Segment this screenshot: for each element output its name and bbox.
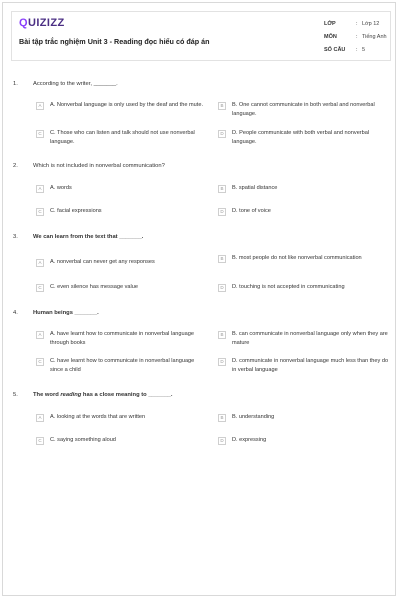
- option-text: B. can communicate in nonverbal language only when they are mature: [232, 331, 388, 346]
- question-number: 1.: [13, 81, 18, 87]
- option-b[interactable]: [218, 330, 393, 347]
- meta-value: Tiếng Anh: [362, 33, 387, 40]
- option-text: A. Nonverbal language is only used by the deaf and the mute.: [50, 102, 203, 108]
- question-text-italic: reading: [60, 392, 82, 398]
- meta-label: SỐ CÂU: [324, 46, 346, 53]
- option-c[interactable]: [36, 357, 211, 374]
- meta-label: MÔN: [324, 33, 337, 40]
- option-text: A. have learnt how to communicate in nonverbal language through books: [50, 331, 194, 346]
- option-a[interactable]: [36, 330, 211, 347]
- option-c[interactable]: [36, 436, 211, 445]
- option-c[interactable]: [36, 283, 211, 292]
- option-letter-box[interactable]: D: [218, 437, 226, 445]
- option-text: D. tone of voice: [232, 208, 271, 214]
- option-letter-box[interactable]: A: [36, 331, 44, 339]
- option-text: C. facial expressions: [50, 208, 102, 214]
- option-text: A. words: [50, 185, 72, 191]
- question-text: [33, 392, 173, 398]
- page-title: Bài tập trắc nghiệm Unit 3 - Reading đọc hiểu có đáp án: [19, 37, 210, 46]
- meta-label: LỚP: [324, 20, 336, 27]
- option-text: C. have learnt how to communicate in nonverbal language since a child: [50, 358, 195, 373]
- option-text: B. understanding: [232, 414, 275, 420]
- option-d[interactable]: [218, 129, 393, 146]
- option-d[interactable]: [218, 357, 393, 374]
- option-letter-box[interactable]: A: [36, 185, 44, 193]
- meta-colon: :: [356, 46, 358, 53]
- worksheet-page: [2, 2, 396, 596]
- option-text: C. saying something aloud: [50, 437, 116, 443]
- option-letter-box[interactable]: D: [218, 284, 226, 292]
- option-b[interactable]: [218, 101, 393, 118]
- question-text-before: The word: [33, 392, 61, 398]
- option-d[interactable]: [218, 283, 393, 292]
- question-text: Which is not included in nonverbal communication?: [33, 163, 165, 169]
- quizizz-logo: QUIZIZZ: [19, 17, 65, 29]
- option-letter-box[interactable]: D: [218, 358, 226, 366]
- option-a[interactable]: [36, 258, 211, 267]
- option-d[interactable]: [218, 207, 393, 216]
- question-number: 4.: [13, 310, 18, 316]
- option-c[interactable]: [36, 129, 211, 146]
- option-text: D. communicate in nonverbal language much less than they do in verbal language: [232, 358, 389, 373]
- question-number: 5.: [13, 392, 18, 398]
- option-a[interactable]: [36, 184, 211, 193]
- option-a[interactable]: [36, 101, 211, 110]
- meta-value: Lớp 12: [362, 20, 380, 27]
- option-text: D. touching is not accepted in communicating: [232, 284, 345, 290]
- option-text: B. spatial distance: [232, 185, 278, 191]
- question-text-after: has a close meaning to _______.: [81, 392, 173, 398]
- option-text: D. People communicate with both verbal and nonverbal language.: [232, 130, 370, 145]
- question-text: Human beings _______.: [33, 310, 99, 316]
- option-text: C. Those who can listen and talk should not use nonverbal language.: [50, 130, 195, 145]
- meta-colon: :: [356, 20, 358, 27]
- option-letter-box[interactable]: C: [36, 208, 44, 216]
- option-letter-box[interactable]: B: [218, 331, 226, 339]
- question-text: We can learn from the text that _______.: [33, 234, 144, 240]
- worksheet-header: [11, 11, 391, 61]
- option-c[interactable]: [36, 207, 211, 216]
- option-text: A. nonverbal can never get any responses: [50, 259, 155, 265]
- option-text: C. even silence has message value: [50, 284, 138, 290]
- option-a[interactable]: [36, 413, 211, 422]
- question-number: 3.: [13, 234, 18, 240]
- option-letter-box[interactable]: A: [36, 414, 44, 422]
- meta-row-count: [324, 43, 388, 56]
- option-b[interactable]: [218, 254, 393, 263]
- option-letter-box[interactable]: C: [36, 130, 44, 138]
- option-text: B. One cannot communicate in both verbal and nonverbal language.: [232, 102, 375, 117]
- option-letter-box[interactable]: D: [218, 208, 226, 216]
- option-letter-box[interactable]: B: [218, 102, 226, 110]
- option-letter-box[interactable]: D: [218, 130, 226, 138]
- option-text: A. looking at the words that are written: [50, 414, 146, 420]
- question-number: 2.: [13, 163, 18, 169]
- option-letter-box[interactable]: A: [36, 102, 44, 110]
- option-letter-box[interactable]: C: [36, 437, 44, 445]
- option-letter-box[interactable]: B: [218, 414, 226, 422]
- option-d[interactable]: [218, 436, 393, 445]
- option-letter-box[interactable]: C: [36, 358, 44, 366]
- option-text: D. expressing: [232, 437, 267, 443]
- option-letter-box[interactable]: C: [36, 284, 44, 292]
- option-letter-box[interactable]: B: [218, 185, 226, 193]
- option-text: B. most people do not like nonverbal communication: [232, 255, 362, 261]
- meta-value: 5: [362, 46, 366, 53]
- question-text: According to the writer, _______.: [33, 81, 118, 87]
- meta-row-subject: [324, 30, 388, 43]
- option-b[interactable]: [218, 413, 393, 422]
- option-letter-box[interactable]: B: [218, 255, 226, 263]
- meta-row-grade: [324, 17, 388, 30]
- option-letter-box[interactable]: A: [36, 259, 44, 267]
- meta-info: [324, 17, 388, 56]
- option-b[interactable]: [218, 184, 393, 193]
- meta-colon: :: [356, 33, 358, 40]
